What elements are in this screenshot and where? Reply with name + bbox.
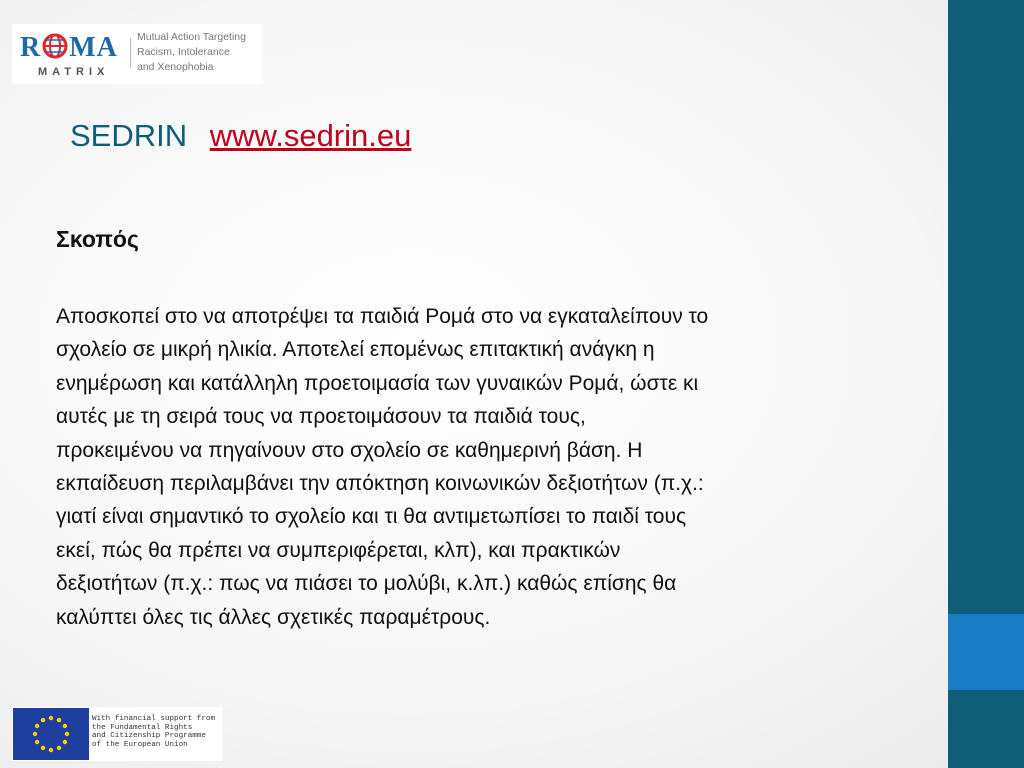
- eu-funding-notice: [12, 707, 222, 761]
- logo-brand-prefix: R: [20, 32, 42, 63]
- funding-line: and Citizenship Programme: [92, 732, 206, 741]
- body-line: γιατί είναι σημαντικό το σχολείο και τι θα αντιμετωπίσει το παιδί τους: [56, 505, 687, 529]
- body-line: αυτές με τη σειρά τους να προετοιμάσουν τα παιδιά τους,: [56, 405, 586, 429]
- organization-link[interactable]: www.sedrin.eu: [209, 118, 412, 153]
- body-line: σχολείο σε μικρή ηλικία. Αποτελεί επομένως επιτακτική ανάγκη η: [56, 338, 655, 362]
- body-line: δεξιοτήτων (π.χ.: πως να πιάσει το μολύβι, κ.λπ.) καθώς επίσης θα: [56, 572, 677, 596]
- logo-tagline-line: Racism, Intolerance: [137, 46, 230, 58]
- roma-globe-icon: [42, 33, 68, 59]
- logo-tagline-line: Mutual Action Targeting: [137, 31, 246, 43]
- funding-line: With financial support from: [92, 715, 216, 723]
- body-line: ενημέρωση και κατάλληλη προετοιμασία των γυναικών Ρομά, ώστε κι: [56, 371, 699, 395]
- funding-line: of the European Union: [92, 740, 188, 749]
- section-body: [56, 300, 906, 634]
- roma-matrix-logo: [12, 24, 262, 84]
- logo-brand: [20, 32, 118, 64]
- funding-line: the Fundamental Rights: [92, 723, 193, 732]
- body-line: καλύπτει όλες τις άλλες σχετικές παραμέτρους.: [56, 605, 491, 629]
- logo-tagline: [137, 30, 246, 75]
- body-line: προκειμένου να πηγαίνουν στο σχολείο σε καθημερινή βάση. Η: [56, 438, 643, 462]
- section-heading: Σκοπός: [56, 226, 139, 252]
- funding-text: [92, 715, 220, 749]
- logo-mark: [14, 30, 122, 78]
- logo-tagline-line: and Xenophobia: [137, 61, 214, 73]
- body-line: εκπαίδευση περιλαμβάνει την απόκτηση κοινωνικών δεξιοτήτων (π.χ.:: [56, 472, 704, 496]
- logo-brand-suffix: MA: [69, 32, 118, 63]
- organization-name: SEDRIN: [70, 118, 188, 153]
- eu-flag-icon: [13, 708, 89, 760]
- slide-title: [70, 117, 411, 155]
- body-line: εκεί, πώς θα πρέπει να συμπεριφέρεται, κλπ), και πρακτικών: [56, 538, 621, 562]
- side-accent-block: [948, 614, 1024, 690]
- logo-subbrand: MATRIX: [38, 66, 110, 78]
- body-line: Αποσκοπεί στο να αποτρέψει τα παιδιά Ρομά στο να εγκαταλείπουν το: [56, 305, 709, 328]
- logo-divider: [130, 38, 131, 68]
